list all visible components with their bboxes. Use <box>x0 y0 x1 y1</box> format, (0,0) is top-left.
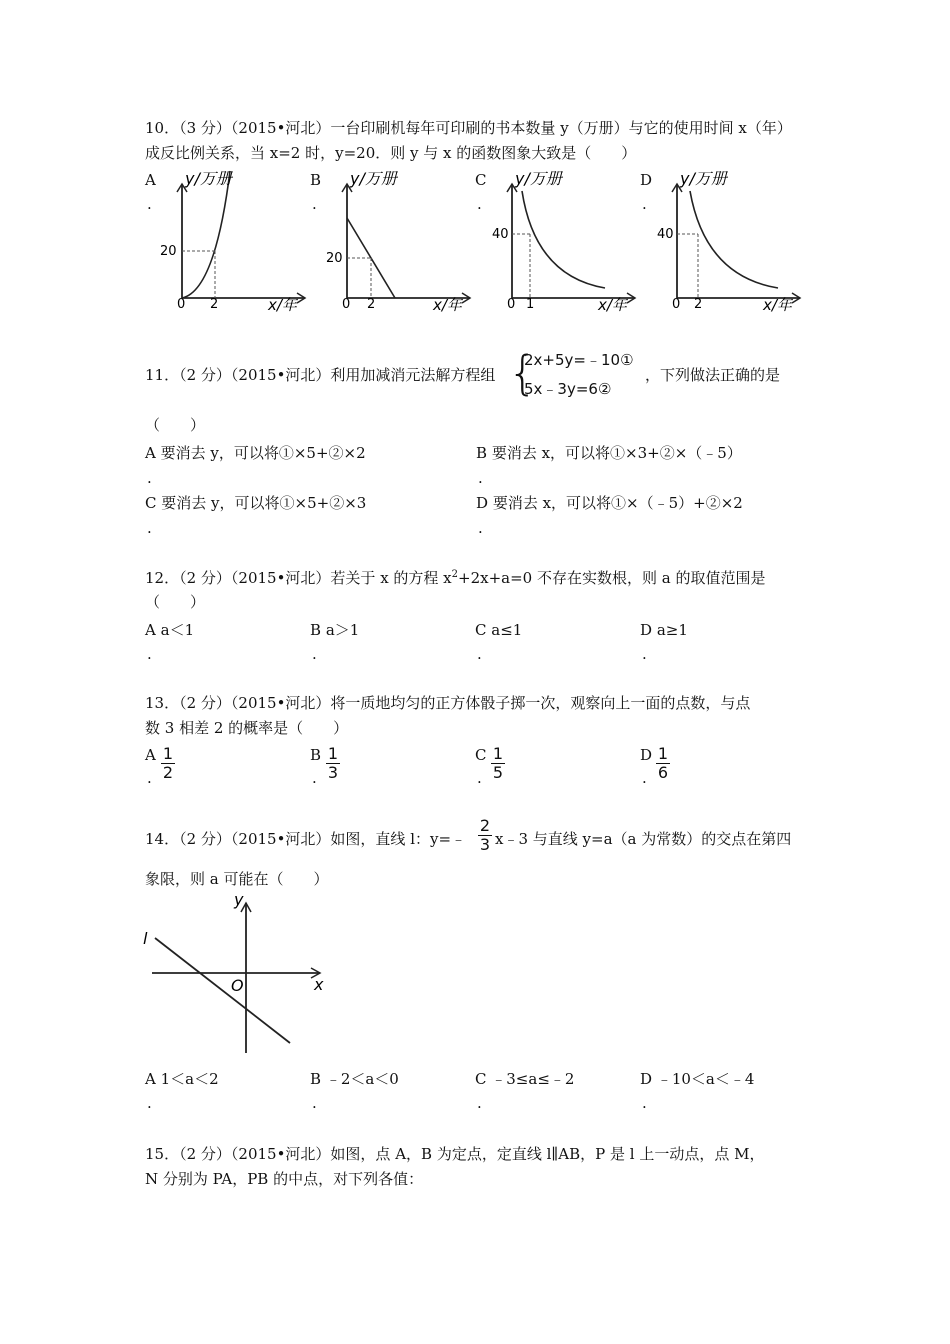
origin-label: 0 <box>672 297 681 312</box>
x-axis-label: x/年 <box>268 296 297 314</box>
q12-option-d <box>640 620 688 640</box>
q10-text-line2: 成反比例关系，当 x=2 时，y=20．则 y 与 x 的函数图象大致是（ ） <box>145 144 637 162</box>
q12-exponent: 2 <box>451 569 459 580</box>
option-letter: B <box>476 444 488 462</box>
option-text: a＞1 <box>325 621 360 639</box>
q14-option-d <box>640 1069 754 1089</box>
denominator: 2 <box>162 763 174 782</box>
x-tick-label: 2 <box>694 297 703 312</box>
y-axis-label: y/万册 <box>185 169 232 188</box>
numerator: 1 <box>162 744 174 763</box>
q10-option-c-dot: . <box>477 195 482 213</box>
option-letter: D <box>640 1070 653 1088</box>
q11-option-b <box>476 443 742 463</box>
y-axis-label: y/万册 <box>680 169 727 188</box>
option-letter: D <box>640 621 653 639</box>
equation-1: 2x+5y=﹣10① <box>524 351 634 369</box>
y-tick-label: 40 <box>492 227 509 242</box>
numerator: 1 <box>492 744 504 763</box>
option-text: a＜1 <box>160 621 195 639</box>
denominator: 3 <box>327 763 339 782</box>
q14-text-line2: 象限，则 a 可能在（ ） <box>145 870 329 888</box>
option-letter: A <box>145 1070 156 1088</box>
q14-text-b: x﹣3 与直线 y=a（a 为常数）的交点在第四 <box>495 830 792 848</box>
numerator: 2 <box>479 816 491 835</box>
denominator: 5 <box>492 763 504 782</box>
q10-option-a-dot: . <box>147 195 152 213</box>
option-letter: A <box>145 444 156 462</box>
q11-option-c-dot: . <box>147 519 152 537</box>
q13-option-c-fraction <box>491 746 505 781</box>
q14-option-c <box>475 1069 574 1089</box>
y-tick-label: 40 <box>657 227 674 242</box>
x-axis-label: x/年 <box>763 296 792 314</box>
q13-option-d-fraction <box>656 746 670 781</box>
q11-option-d <box>476 493 743 513</box>
q12-text-b: +2x+a=0 不存在实数根，则 a 的取值范围是 <box>458 569 766 587</box>
origin-label: 0 <box>342 297 351 312</box>
q12-option-c-dot: . <box>477 645 482 663</box>
denominator: 6 <box>657 763 669 782</box>
q11-text: 11．（2 分）（2015•河北）利用加减消元法解方程组 <box>145 366 496 384</box>
q14-option-a-dot: . <box>147 1094 152 1112</box>
q10-graph-a <box>155 166 315 316</box>
origin-label: 0 <box>507 297 516 312</box>
origin-label: O <box>231 976 244 995</box>
q11-option-d-dot: . <box>478 519 483 537</box>
option-text: a≥1 <box>656 621 688 639</box>
option-text: ﹣2＜a＜0 <box>325 1070 399 1088</box>
option-letter: D <box>476 494 489 512</box>
q10-graph-c <box>485 166 645 316</box>
q14-option-c-dot: . <box>477 1094 482 1112</box>
q14-text-a: 14．（2 分）（2015•河北）如图，直线 l：y=﹣ <box>145 830 467 848</box>
x-tick-label: 2 <box>367 297 376 312</box>
line-l-label: l <box>143 929 148 948</box>
option-letter: C <box>475 1070 487 1088</box>
q13-option-a-letter: A <box>145 746 156 764</box>
q12-text-a: 12．（2 分）（2015•河北）若关于 x 的方程 x <box>145 569 452 587</box>
option-text: 要消去 x，可以将①×3+②×（﹣5） <box>491 444 742 462</box>
q13-option-b-dot: . <box>312 769 317 787</box>
option-letter: B <box>310 621 322 639</box>
q13-option-d-letter: D <box>640 746 653 764</box>
q11-option-b-dot: . <box>478 469 483 487</box>
q13-option-c-letter: C <box>475 746 487 764</box>
q12-paren: （ ） <box>145 593 206 611</box>
option-letter: C <box>145 494 157 512</box>
y-axis-label: y/万册 <box>350 169 397 188</box>
equation-2: 5x﹣3y=6② <box>524 380 612 398</box>
q13-option-b-letter: B <box>310 746 322 764</box>
q14-figure <box>140 890 340 1058</box>
curve <box>690 191 778 288</box>
denominator: 3 <box>479 835 491 854</box>
q12-option-b <box>310 620 359 640</box>
q12-option-a-dot: . <box>147 645 152 663</box>
x-label: x <box>314 975 324 994</box>
q11-text-after: ，下列做法正确的是 <box>645 366 781 384</box>
x-axis-label: x/年 <box>598 296 627 314</box>
option-text: ﹣3≤a≤﹣2 <box>491 1070 575 1088</box>
q12-option-d-dot: . <box>642 645 647 663</box>
x-tick-label: 1 <box>526 297 535 312</box>
q11-paren: （ ） <box>145 416 206 434</box>
numerator: 1 <box>657 744 669 763</box>
q10-text-line1: 10．（3 分）（2015•河北）一台印刷机每年可印刷的书本数量 y（万册）与它的使用时间 x（年） <box>145 119 792 137</box>
q14-option-b-dot: . <box>312 1094 317 1112</box>
curve <box>522 191 605 288</box>
x-axis-label: x/年 <box>433 296 462 314</box>
q14-option-a <box>145 1069 219 1089</box>
option-text: ﹣10＜a＜﹣4 <box>656 1070 755 1088</box>
q10-option-d-letter: D <box>640 171 653 189</box>
q12-option-c <box>475 620 522 640</box>
y-axis-label: y/万册 <box>515 169 562 188</box>
q13-text-line1: 13．（2 分）（2015•河北）将一质地均匀的正方体骰子掷一次，观察向上一面的点数，与点 <box>145 694 751 712</box>
y-tick-label: 20 <box>160 244 177 259</box>
numerator: 1 <box>327 744 339 763</box>
q10-option-d-dot: . <box>642 195 647 213</box>
q13-option-d-dot: . <box>642 769 647 787</box>
q10-option-b-dot: . <box>312 195 317 213</box>
q10-graph-d <box>650 166 810 316</box>
option-text: a≤1 <box>491 621 523 639</box>
option-letter: B <box>310 1070 322 1088</box>
q15-text-line1: 15．（2 分）（2015•河北）如图，点 A，B 为定点，定直线 l∥AB，P 是 l 上一动点，点 M， <box>145 1145 765 1163</box>
q11-option-c <box>145 493 366 513</box>
q15-text-line2: N 分别为 PA，PB 的中点，对下列各值： <box>145 1170 424 1188</box>
q14-option-b <box>310 1069 399 1089</box>
y-label: y <box>234 890 244 909</box>
q11-option-a-dot: . <box>147 469 152 487</box>
q10-option-b-letter: B <box>310 171 322 189</box>
line-l <box>155 938 290 1043</box>
q14-fraction <box>478 818 492 853</box>
equation-system-brace: { <box>508 346 538 400</box>
q10-option-a-letter: A <box>145 171 156 189</box>
x-tick-label: 2 <box>210 297 219 312</box>
y-tick-label: 20 <box>326 251 343 266</box>
q10-graph-b <box>320 166 480 316</box>
q14-option-d-dot: . <box>642 1094 647 1112</box>
option-letter: C <box>475 621 487 639</box>
origin-label: 0 <box>177 297 186 312</box>
q13-option-c-dot: . <box>477 769 482 787</box>
q12-option-a <box>145 620 194 640</box>
curve <box>182 171 230 298</box>
option-text: 要消去 x，可以将①×（﹣5）+②×2 <box>492 494 743 512</box>
q12-option-b-dot: . <box>312 645 317 663</box>
q12-text <box>145 568 765 588</box>
q13-option-a-dot: . <box>147 769 152 787</box>
option-text: 1＜a＜2 <box>160 1070 219 1088</box>
q11-option-a <box>145 443 366 463</box>
option-text: 要消去 y，可以将①×5+②×3 <box>161 494 367 512</box>
q10-option-c-letter: C <box>475 171 487 189</box>
q13-option-b-fraction <box>326 746 340 781</box>
q13-text-line2: 数 3 相差 2 的概率是（ ） <box>145 719 349 737</box>
option-letter: A <box>145 621 156 639</box>
option-text: 要消去 y，可以将①×5+②×2 <box>160 444 366 462</box>
q13-option-a-fraction <box>161 746 175 781</box>
